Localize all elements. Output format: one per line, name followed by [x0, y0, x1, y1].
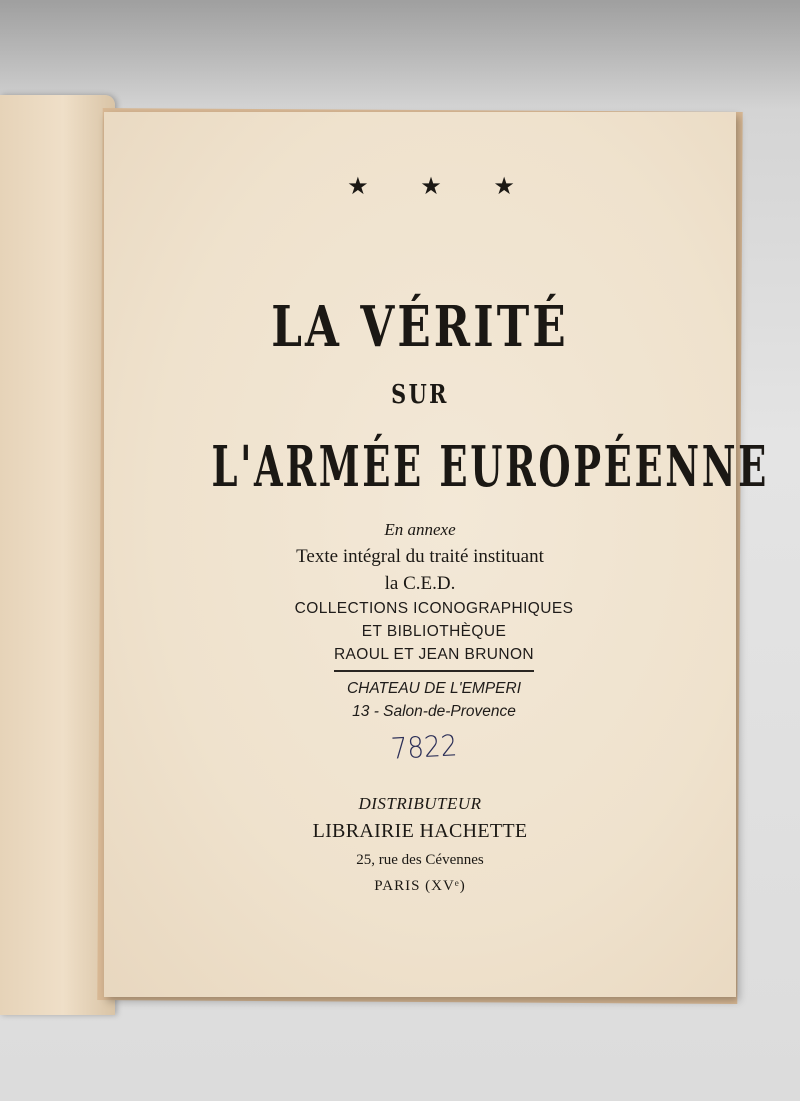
background-shadow — [0, 0, 800, 110]
stamp-divider — [334, 670, 534, 672]
title-line-2: SUR — [391, 380, 449, 410]
stars-ornament: ★ ★ ★ — [347, 172, 537, 200]
distributor-city: PARIS (XVᵉ) — [374, 878, 466, 894]
distributor-label: DISTRIBUTEUR — [358, 794, 482, 813]
stamp-line-5: 13 - Salon-de-Provence — [352, 702, 516, 720]
distributor-address: 25, rue des Cévennes — [356, 852, 484, 868]
annex-label: En annexe — [384, 520, 456, 539]
stamp-line-3: RAOUL ET JEAN BRUNON — [333, 646, 535, 663]
distributor-name: LIBRAIRIE HACHETTE — [312, 820, 528, 842]
title-line-1: LA VÉRITÉ — [271, 294, 569, 360]
annex-line-2: la C.E.D. — [384, 573, 456, 594]
annex-line-1: Texte intégral du traité instituant — [296, 546, 544, 567]
handwritten-number: 7822 — [389, 728, 459, 766]
stamp-line-4: CHATEAU DE L'EMPERI — [346, 679, 522, 697]
title-line-3: L'ARMÉE EUROPÉENNE — [211, 434, 769, 500]
stamp-line-1: COLLECTIONS ICONOGRAPHIQUES — [294, 600, 574, 617]
stamp-line-2: ET BIBLIOTHÈQUE — [361, 623, 507, 640]
title-page — [104, 112, 769, 997]
library-stamp — [284, 597, 584, 723]
